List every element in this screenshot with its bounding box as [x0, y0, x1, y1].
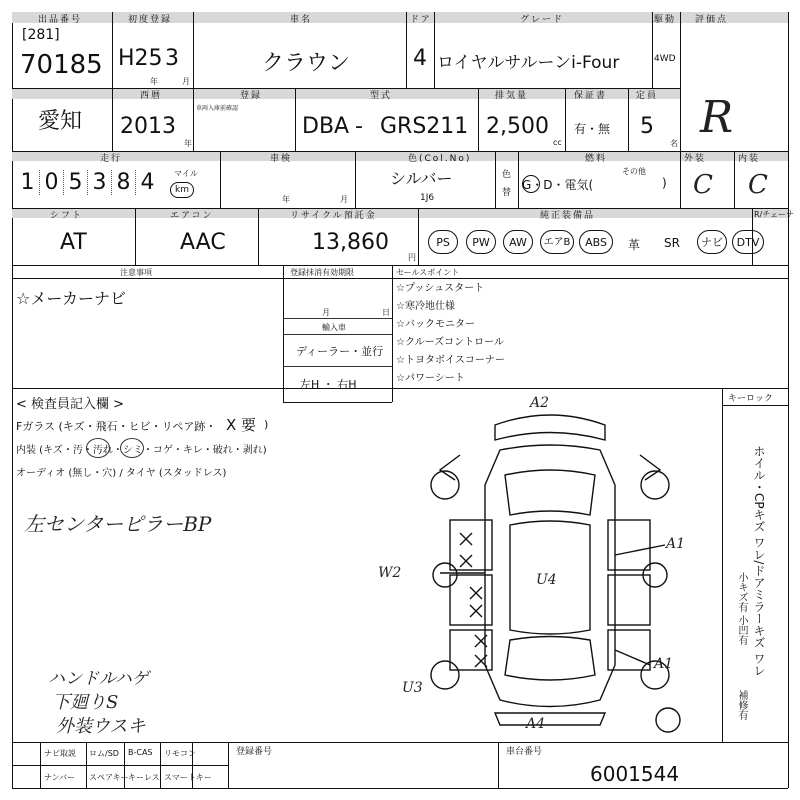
sales-point: ☆パワーシート — [396, 373, 465, 384]
chassis-label: 車台番号 — [506, 747, 543, 757]
fuel-label: 燃料 — [585, 154, 608, 164]
year: 2013 — [120, 114, 176, 139]
footer-label: ナンバー — [44, 773, 76, 782]
v-r1-5 — [652, 12, 653, 88]
equip-dtv: DTV — [732, 230, 764, 254]
footer-label: スマートキー — [164, 773, 212, 782]
color-no: 1J6 — [420, 193, 435, 203]
footer-label: スペアキー — [89, 773, 129, 782]
v-ft-7 — [498, 742, 499, 788]
v-ft-1 — [40, 742, 41, 788]
sales-point: ☆寒冷地仕様 — [396, 301, 455, 312]
door-label: ドア — [410, 15, 432, 25]
sales-point: ☆プッシュスタート — [396, 283, 485, 294]
keylock-legend-sub1: 小キズ有 — [736, 572, 747, 612]
area: 愛知 — [38, 109, 83, 134]
lot-sub: [281] — [22, 27, 60, 43]
rating-label: 評価点 — [695, 15, 729, 25]
handwritten-note-3: 下廻りS — [52, 692, 119, 713]
glass-mark: X 要 — [226, 416, 257, 434]
car-name: クラウン — [262, 51, 351, 76]
v-keylock — [722, 388, 723, 742]
v-r2-1 — [112, 88, 113, 151]
reg-label: 初度登録 — [128, 15, 173, 25]
interior-label: 内装 — [738, 154, 761, 164]
note-small: 車両入庫前確認 — [196, 105, 239, 112]
warranty-label: 保証書 — [574, 91, 608, 101]
sales-label: セールスポイント — [396, 268, 460, 277]
reg-era: H25 — [118, 46, 163, 71]
mark-left: W2 — [378, 565, 402, 581]
fuel-close: ) — [662, 176, 667, 190]
handwritten-note-4: 外装ウスキ — [56, 716, 146, 737]
model-prefix: DBA — [302, 114, 350, 139]
notes-line-a — [283, 318, 392, 319]
mileage-unit-mile: マイル — [174, 169, 198, 178]
sales-point: ☆バックモニター — [396, 319, 475, 330]
caution-text: ☆メーカーナビ — [16, 289, 127, 308]
interior: C — [748, 170, 768, 200]
v-r3-5 — [680, 151, 681, 208]
equip-pw: PW — [466, 230, 496, 254]
notes-line-b — [283, 334, 392, 335]
notes-line-c — [283, 366, 392, 367]
reg-day: 日 — [382, 308, 390, 317]
keylock-legend-main: ホイル・CPキズ ワレ/ドアミラーキズ ワレ — [752, 445, 766, 677]
color: シルバー — [390, 169, 453, 188]
v-r3-6 — [734, 151, 735, 208]
row-line-5 — [12, 278, 788, 279]
inspector-title: < 検査員記入欄 > — [16, 397, 125, 412]
grade: ロイヤルサルーンi-Four — [437, 53, 620, 73]
shaken-label: 車検 — [270, 154, 293, 164]
mark-right-upper: A1 — [666, 536, 686, 552]
year-label: 西暦 — [140, 91, 163, 101]
mileage-label: 走行 — [100, 154, 123, 164]
mileage-digit: 4 — [140, 170, 155, 195]
mark-top: A2 — [530, 395, 550, 411]
sales-point: ☆トヨタボイスコーナー — [396, 355, 505, 366]
caution-label: 注意事項 — [120, 268, 152, 277]
handwritten-note-2: ハンドルハゲ — [48, 669, 149, 689]
equipment-label: 純正装備品 — [540, 211, 596, 221]
reg-number-label: 登録番号 — [236, 747, 273, 757]
mileage-digit: 0 — [40, 170, 64, 195]
cc-label: 排気量 — [495, 91, 529, 101]
keylock-line — [722, 405, 788, 406]
border-left — [12, 12, 13, 788]
v-r2-2 — [193, 88, 194, 151]
equip-abs: ABS — [579, 230, 613, 254]
audio-line: オーディオ (無し・穴) / タイヤ (スタッドレス) — [16, 468, 227, 479]
lot-label: 出品番号 — [38, 15, 83, 25]
equip-aw: AW — [503, 230, 533, 254]
mark-center: U4 — [536, 572, 557, 588]
row-line-6 — [12, 388, 788, 389]
equip-airbag: エアB — [540, 230, 574, 254]
color-label: 色(Col.No) — [408, 154, 472, 164]
scribble-circle — [86, 438, 110, 458]
v-r2-3 — [295, 88, 296, 151]
recycle-label: リサイクル預託金 — [290, 211, 377, 221]
interior-line: 内装 (キズ・汚・汚れ・シミ・コゲ・キレ・破れ・剥れ) — [16, 445, 267, 456]
model: GRS211 — [380, 114, 469, 139]
v-r3-1 — [220, 151, 221, 208]
drive: 4WD — [654, 54, 676, 64]
footer-label: B-CAS — [128, 748, 153, 757]
mileage-digit: 3 — [88, 170, 112, 195]
car-diagram — [400, 395, 720, 740]
exterior: C — [693, 170, 713, 200]
mileage-digit: 1 — [16, 170, 40, 195]
mark-bottom-left: U3 — [402, 680, 423, 696]
v-r2-5 — [565, 88, 566, 151]
lot-number: 70185 — [20, 50, 103, 80]
v-r1-3 — [406, 12, 407, 88]
row-line-7 — [12, 742, 788, 743]
row-line-4 — [12, 265, 788, 266]
chassis: 6001544 — [590, 762, 680, 786]
v-r4-3 — [418, 208, 419, 265]
equip-navi: ナビ — [697, 230, 727, 254]
keylock-legend-sub2: 小凹有 — [736, 615, 747, 645]
seats-label: 定員 — [636, 91, 659, 101]
shift: AT — [60, 230, 87, 255]
sales-point: ☆クルーズコントロール — [396, 337, 504, 348]
ac-label: エアコン — [170, 211, 214, 221]
seats-unit: 名 — [670, 139, 678, 148]
v-r4-2 — [258, 208, 259, 265]
chain-label: R/チェーナ — [754, 210, 795, 219]
footer-label: キーレス — [128, 773, 160, 782]
v-r2-4 — [478, 88, 479, 151]
row-line-2 — [12, 151, 788, 152]
exterior-label: 外装 — [684, 154, 707, 164]
glass-line: Fガラス (キズ・飛石・ヒビ・リペア跡・ — [16, 420, 217, 433]
mileage-digit: 5 — [64, 170, 88, 195]
footer-label: リモコン — [164, 749, 196, 758]
reg-no-label: 登録 — [240, 91, 263, 101]
handle: 左H ・ 右H — [300, 378, 357, 391]
ac: AAC — [180, 230, 226, 255]
shaken-month: 月 — [340, 195, 348, 204]
mileage-digits — [16, 170, 159, 195]
sales-points — [396, 280, 505, 388]
v-r2-6 — [628, 88, 629, 151]
drive-label: 駆動 — [654, 15, 677, 25]
cc: 2,500 — [486, 114, 549, 139]
v-ft-4 — [160, 742, 161, 788]
equip-leather: 革 — [628, 238, 641, 252]
fuel-other: その他 — [622, 167, 646, 176]
v-ft-2 — [86, 742, 87, 788]
recycle: 13,860 — [312, 230, 389, 255]
glass-close: ) — [264, 418, 269, 431]
fuel-options: G・D・電気( — [522, 178, 594, 192]
grade-label: グレード — [520, 15, 565, 25]
name-label: 車名 — [290, 15, 313, 25]
reg-expiry-label: 登録抹消有効期限 — [290, 268, 354, 277]
dealer: ディーラー・並行 — [296, 345, 384, 358]
v-r3-2 — [355, 151, 356, 208]
reg-year-unit: 年 — [150, 77, 158, 86]
rating: R — [700, 92, 734, 143]
header-band-4 — [12, 208, 788, 218]
keylock-label: キーロック — [728, 394, 773, 404]
v-ft-6 — [228, 742, 229, 788]
equip-ps: PS — [428, 230, 458, 254]
reg-month: 3 — [165, 46, 179, 71]
header-band-3 — [12, 151, 788, 161]
model-label: 型式 — [370, 91, 393, 101]
shift-label: シフト — [50, 211, 84, 221]
v-r4-1 — [135, 208, 136, 265]
color-change-label: 色替 — [502, 170, 512, 198]
footer-label: ナビ取説 — [44, 749, 76, 758]
v-r1-4 — [434, 12, 435, 88]
mark-bottom: A4 — [526, 716, 546, 732]
reg-month-unit: 月 — [182, 77, 190, 86]
v-r1-2 — [193, 12, 194, 88]
shaken-year: 年 — [282, 195, 290, 204]
v-r3-3 — [495, 151, 496, 208]
notes-box-bottom — [283, 402, 392, 403]
border-right — [788, 12, 789, 788]
model-dash: - — [355, 114, 363, 139]
equip-sr: SR — [664, 236, 680, 250]
recycle-unit: 円 — [408, 253, 416, 262]
v-r1-6 — [680, 12, 681, 151]
handwritten-note-1: 左センターピラーBP — [24, 512, 212, 536]
cc-unit: cc — [553, 138, 562, 147]
warranty: 有・無 — [574, 122, 611, 136]
row-line-8 — [12, 765, 228, 766]
v-r1-1 — [112, 12, 113, 88]
import-label: 輸入車 — [322, 323, 346, 332]
border-bottom — [12, 788, 788, 789]
fuel-selected-circle — [522, 175, 540, 193]
mileage-digit: 8 — [112, 170, 136, 195]
mileage-unit-km: km — [170, 182, 194, 198]
year-suffix: 年 — [184, 139, 192, 148]
keylock-legend-sub3: 補修有 — [736, 690, 747, 720]
reg-month: 月 — [322, 308, 330, 317]
scribble-circle — [120, 438, 144, 458]
v-notes-2 — [392, 265, 393, 402]
seats: 5 — [640, 114, 654, 139]
row-line-3 — [12, 208, 788, 209]
doors: 4 — [413, 46, 427, 71]
v-r3-4 — [518, 151, 519, 208]
mark-right-lower: A1 — [654, 656, 674, 672]
footer-label: ロム/SD — [89, 749, 119, 758]
